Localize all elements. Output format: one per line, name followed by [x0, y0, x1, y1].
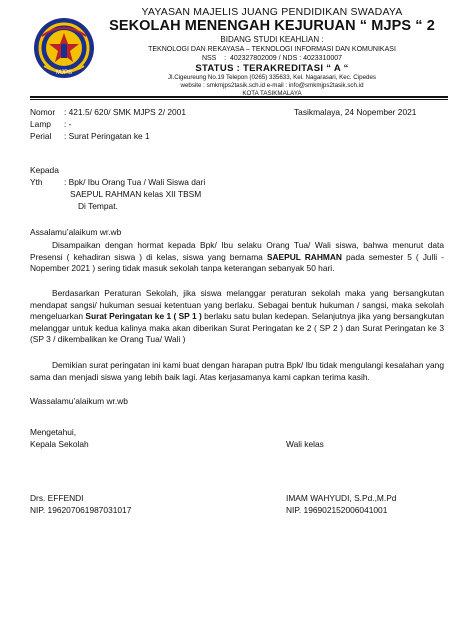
lamp-label: Lamp	[30, 119, 51, 129]
homeroom-teacher-title: Wali kelas	[286, 439, 324, 449]
letterhead	[96, 6, 448, 98]
principal-name: Drs. EFFENDI	[30, 493, 84, 503]
paragraph-3-text: Demikian surat peringatan ini kami buat dengan harapan putra Bpk/ Ibu tidak mengulangi kesalahan yang sama dan menjadi siswa yang lebih baik lagi. Atas kerjasamanya kami capkan terima kasih.	[30, 360, 444, 382]
lamp-value: : -	[64, 119, 72, 129]
field-of-study: TEKNOLOGI DAN REKAYASA – TEKNOLOGI INFORMASI DAN KOMUNIKASI	[148, 46, 396, 53]
school-city: KOTA TASIKMALAYA	[242, 90, 302, 97]
paragraph-2-a: Berdasarkan Peraturan Sekolah, jika siswa melanggar peraturan sekolah maka yang bersangkutan mendapat sangsi/ hukuman sesuai ketentuan yang berlaku. Sebagai bentuk hukuman / sangsi, maka sekolah mengeluarkan	[30, 288, 444, 322]
homeroom-teacher-name: IMAM WAHYUDI, S.Pd.,M.Pd	[286, 493, 397, 503]
logo-text: MJPS	[55, 70, 73, 76]
closing-greeting: Wassalamu’alaikum wr.wb	[30, 396, 128, 406]
recipient-line-3: Di Tempat.	[78, 201, 118, 211]
school-address: Jl.Cigeureung No.19 Telepon (0265) 335633, Kel. Nagarasari, Kec. Cipedes	[168, 74, 376, 81]
letterhead-rule-thin	[30, 99, 448, 100]
accreditation-status: STATUS : TERAKREDITASI “ A “	[195, 63, 349, 74]
paragraph-2	[30, 288, 444, 346]
paragraph-3	[30, 360, 444, 383]
letter-date: Tasikmalaya, 24 Nopember 2021	[294, 107, 417, 117]
school-name: SEKOLAH MENENGAH KEJURUAN “ MJPS “ 2	[109, 18, 435, 34]
paragraph-2-c: berlaku satu bulan kedepan. Selanjutnya jika yang bersangkutan melanggar untuk kedua kalinya maka akan diberikan Surat Peringatan ke 2 ( SP 2 ) dan Surat Peringatan ke 3 (SP 3 / dikembalikan ke Orang Tua/ Wali )	[30, 311, 444, 345]
perial-label: Perial	[30, 131, 52, 141]
warning-letter-bold: Surat Peringatan ke 1 ( SP 1 )	[85, 311, 202, 322]
paragraph-1-c: pada semester 5 ( Julli - Nopember 2021 ) sering tidak masuk sekolah tanpa keterangan sebanyak 50 hari.	[30, 251, 444, 274]
nomor-label: Nomor	[30, 107, 56, 117]
homeroom-teacher-nip: NIP. 196902152006041001	[286, 505, 388, 515]
principal-nip: NIP. 196207061987031017	[30, 505, 132, 515]
perial-value: : Surat Peringatan ke 1	[64, 131, 150, 141]
recipient-line-1: : Bpk/ Ibu Orang Tua / Wali Siswa dari	[64, 177, 206, 187]
letterhead-rule-thick	[30, 96, 448, 98]
principal-title: Kepala Sekolah	[30, 439, 89, 449]
nss-line: NSS : 402327802009 / NDS : 4023310007	[201, 55, 343, 62]
kepada-label: Kepada	[30, 165, 59, 175]
school-website: website : smkmjps2tasik.sch.id e-mail : info@smkmjps2tasik.sch.id	[180, 82, 364, 89]
paragraph-1-a: Disampaikan dengan hormat kepada Bpk/ Ibu selaku Orang Tua/ Wali siswa, bahwa menurut data Presensi ( kehadiran siswa ) di kelas, siswa yang bernama	[30, 240, 444, 262]
opening-greeting: Assalamu’alaikum wr.wb	[30, 227, 122, 237]
paragraph-1	[30, 240, 444, 275]
student-name-bold: SAEPUL RAHMAN	[266, 251, 342, 262]
foundation-name: YAYASAN MAJELIS JUANG PENDIDIKAN SWADAYA	[141, 6, 403, 18]
yth-label: Yth	[30, 177, 43, 187]
school-logo	[32, 16, 96, 80]
field-heading: BIDANG STUDI KEAHLIAN :	[220, 35, 324, 44]
recipient-line-2: SAEPUL RAHMAN kelas XII TBSM	[70, 189, 202, 199]
nomor-value: : 421.5/ 620/ SMK MJPS 2/ 2001	[64, 107, 186, 117]
acknowledged-label: Mengetahui,	[30, 427, 77, 437]
